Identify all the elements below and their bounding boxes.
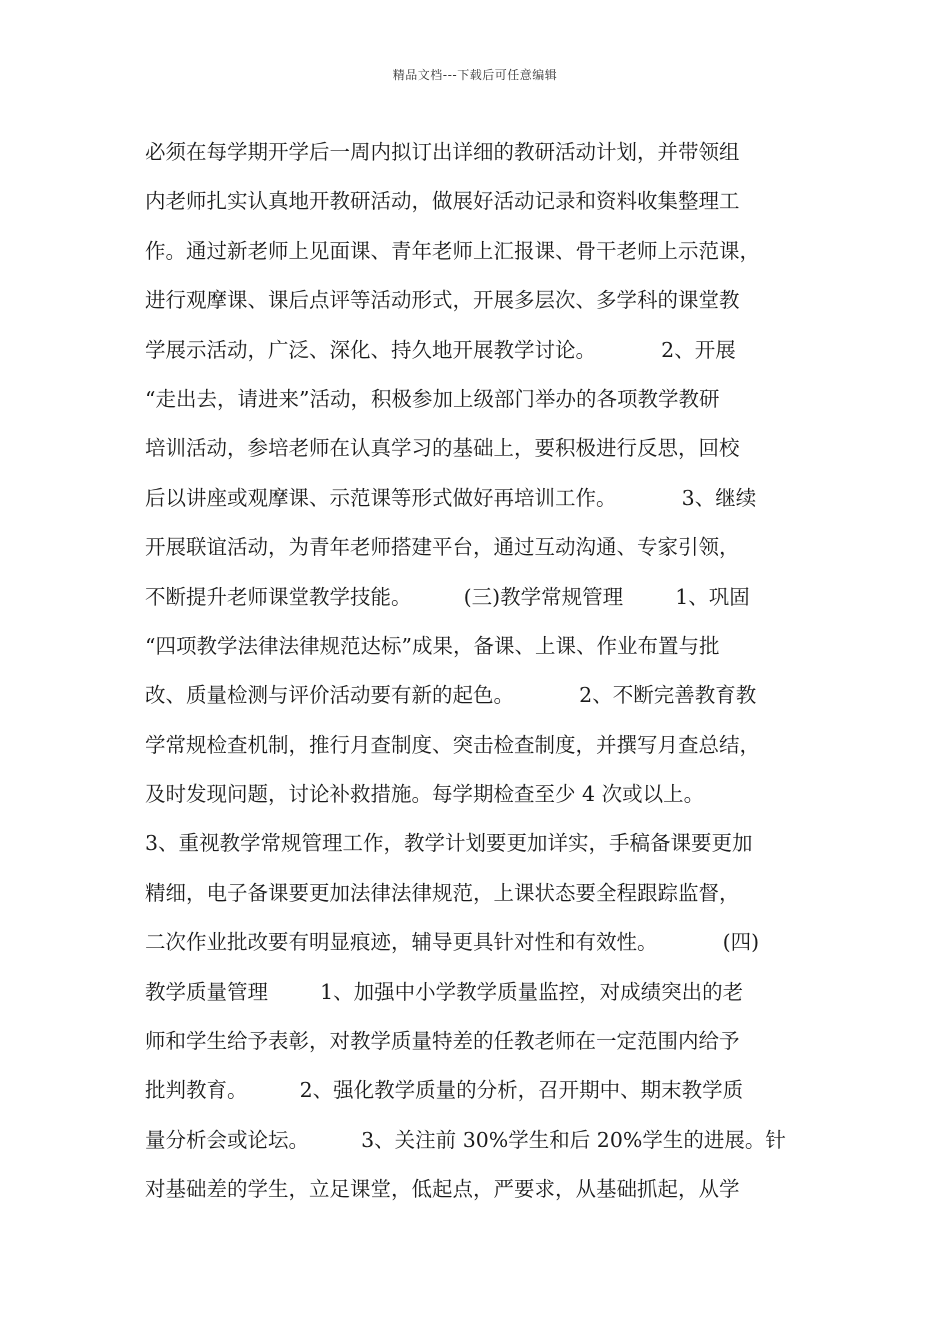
text-line: 精细，电子备课要更加法律法律规范，上课状态要全程跟踪监督， <box>145 880 740 905</box>
text-line: 内老师扎实认真地开教研活动，做展好活动记录和资料收集整理工 <box>145 189 740 214</box>
text-line: 3、重视教学常规管理工作，教学计划要更加详实，手稿备课要更加 <box>145 831 753 856</box>
text-line: 必须在每学期开学后一周内拟订出详细的教研活动计划，并带领组 <box>145 140 740 164</box>
text-line: 作。通过新老师上见面课、青年老师上汇报课、骨干老师上示范课， <box>145 238 760 263</box>
text-line: 开展联谊活动，为青年老师搭建平台，通过互动沟通、专家引领， <box>145 535 740 560</box>
text-line: “走出去，请进来”活动，积极参加上级部门举办的各项教学教研 <box>145 386 720 411</box>
text-line: 量分析会或论坛。 3、关注前 30%学生和后 20%学生的进展。针 <box>145 1127 786 1152</box>
text-line: 不断提升老师课堂教学技能。 (三)教学常规管理 1、巩固 <box>145 584 750 609</box>
text-line: 对基础差的学生，立足课堂，低起点，严要求，从基础抓起，从学 <box>145 1177 740 1202</box>
text-line: 师和学生给予表彰，对教学质量特差的任教老师在一定范围内给予 <box>145 1029 740 1054</box>
text-line: 培训活动，参培老师在认真学习的基础上，要积极进行反思，回校 <box>145 436 740 461</box>
text-line: 进行观摩课、课后点评等活动形式，开展多层次、多学科的课堂教 <box>145 288 740 313</box>
text-line: 后以讲座或观摩课、示范课等形式做好再培训工作。 3、继续 <box>145 485 757 510</box>
body-text <box>145 132 845 1219</box>
text-line: 学常规检查机制，推行月查制度、突击检查制度，并撰写月查总结， <box>145 732 760 757</box>
text-line: 二次作业批改要有明显痕迹，辅导更具针对性和有效性。 (四) <box>145 930 760 955</box>
text-line: 学展示活动，广泛、深化、持久地开展教学讨论。 2、开展 <box>145 337 736 362</box>
text-line: 及时发现问题，讨论补救措施。每学期检查至少 4 次或以上。 <box>145 782 705 807</box>
text-line: 教学质量管理 1、加强中小学教学质量监控，对成绩突出的老 <box>145 979 744 1004</box>
text-line: 批判教育。 2、强化教学质量的分析，召开期中、期末教学质 <box>145 1078 744 1103</box>
page-header: 精品文档---下载后可任意编辑 <box>392 68 558 82</box>
text-line: “四项教学法律法律规范达标”成果，备课、上课、作业布置与批 <box>145 633 720 658</box>
text-line: 改、质量检测与评价活动要有新的起色。 2、不断完善教育教 <box>145 683 757 708</box>
